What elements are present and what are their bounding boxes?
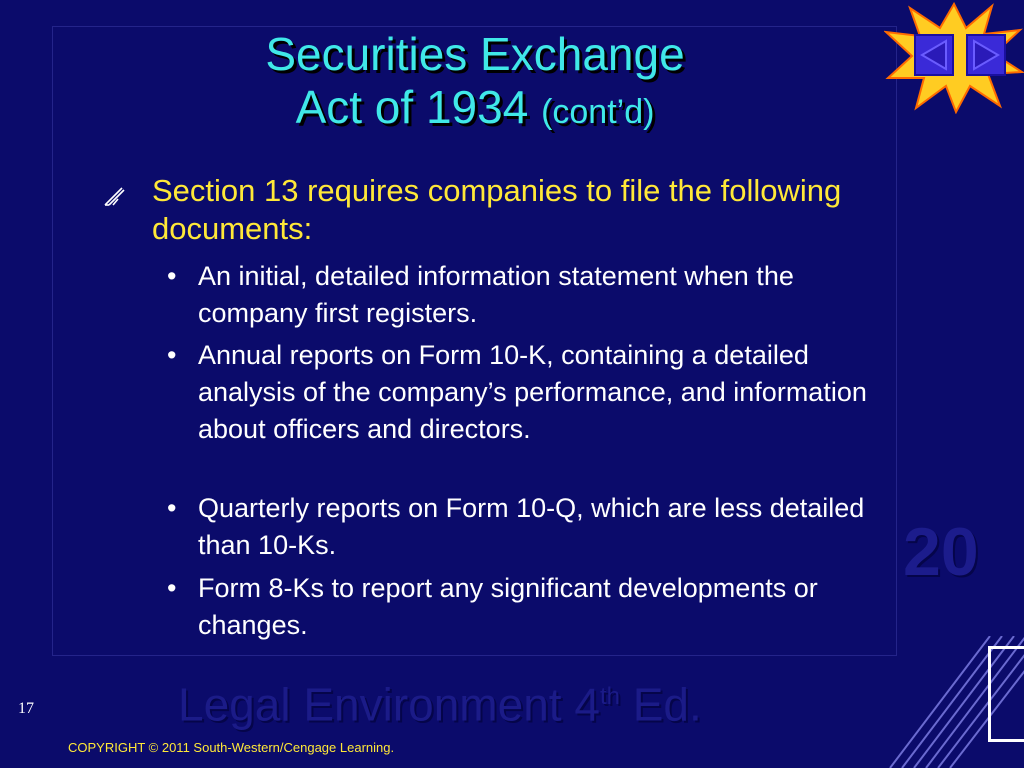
bullet-dot: • [167, 340, 177, 370]
bullet-item: An initial, detailed information statement when the company first registers. [198, 261, 794, 328]
bullet-item: Quarterly reports on Form 10-Q, which are less detailed than 10-Ks. [198, 493, 865, 560]
title-line-2-text: Act of 1934 [295, 81, 529, 133]
arrow-left-icon [916, 36, 952, 74]
slide-title [120, 28, 830, 139]
title-line-2 [120, 81, 830, 139]
watermark-text: Legal Environment 4 [178, 678, 600, 731]
pen-icon [102, 184, 126, 208]
bullet-dot: • [167, 261, 177, 291]
watermark-tail: Ed. [619, 678, 702, 731]
title-line-2-suffix: (cont’d) [541, 93, 655, 131]
title-line-1: Securities Exchange [265, 28, 685, 80]
book-title-watermark [178, 670, 798, 731]
arrow-right-icon [968, 36, 1004, 74]
main-heading: Section 13 requires companies to file the following documents: [152, 173, 842, 246]
bullet-dot: • [167, 493, 177, 523]
bullet-item: Annual reports on Form 10-K, containing a detailed analysis of the company’s performance, and information about officers and directors. [198, 340, 867, 444]
copyright-notice: COPYRIGHT © 2011 South-Western/Cengage Learning. [68, 740, 395, 755]
bullet-dot: • [167, 573, 177, 603]
corner-box-decoration [988, 646, 1024, 742]
edition-badge: 20 [903, 514, 979, 590]
bullet-item: Form 8-Ks to report any significant developments or changes. [198, 573, 818, 640]
prev-slide-button[interactable] [914, 34, 954, 76]
slide-number: 17 [18, 700, 34, 717]
next-slide-button[interactable] [966, 34, 1006, 76]
watermark-sup: th [599, 683, 620, 710]
